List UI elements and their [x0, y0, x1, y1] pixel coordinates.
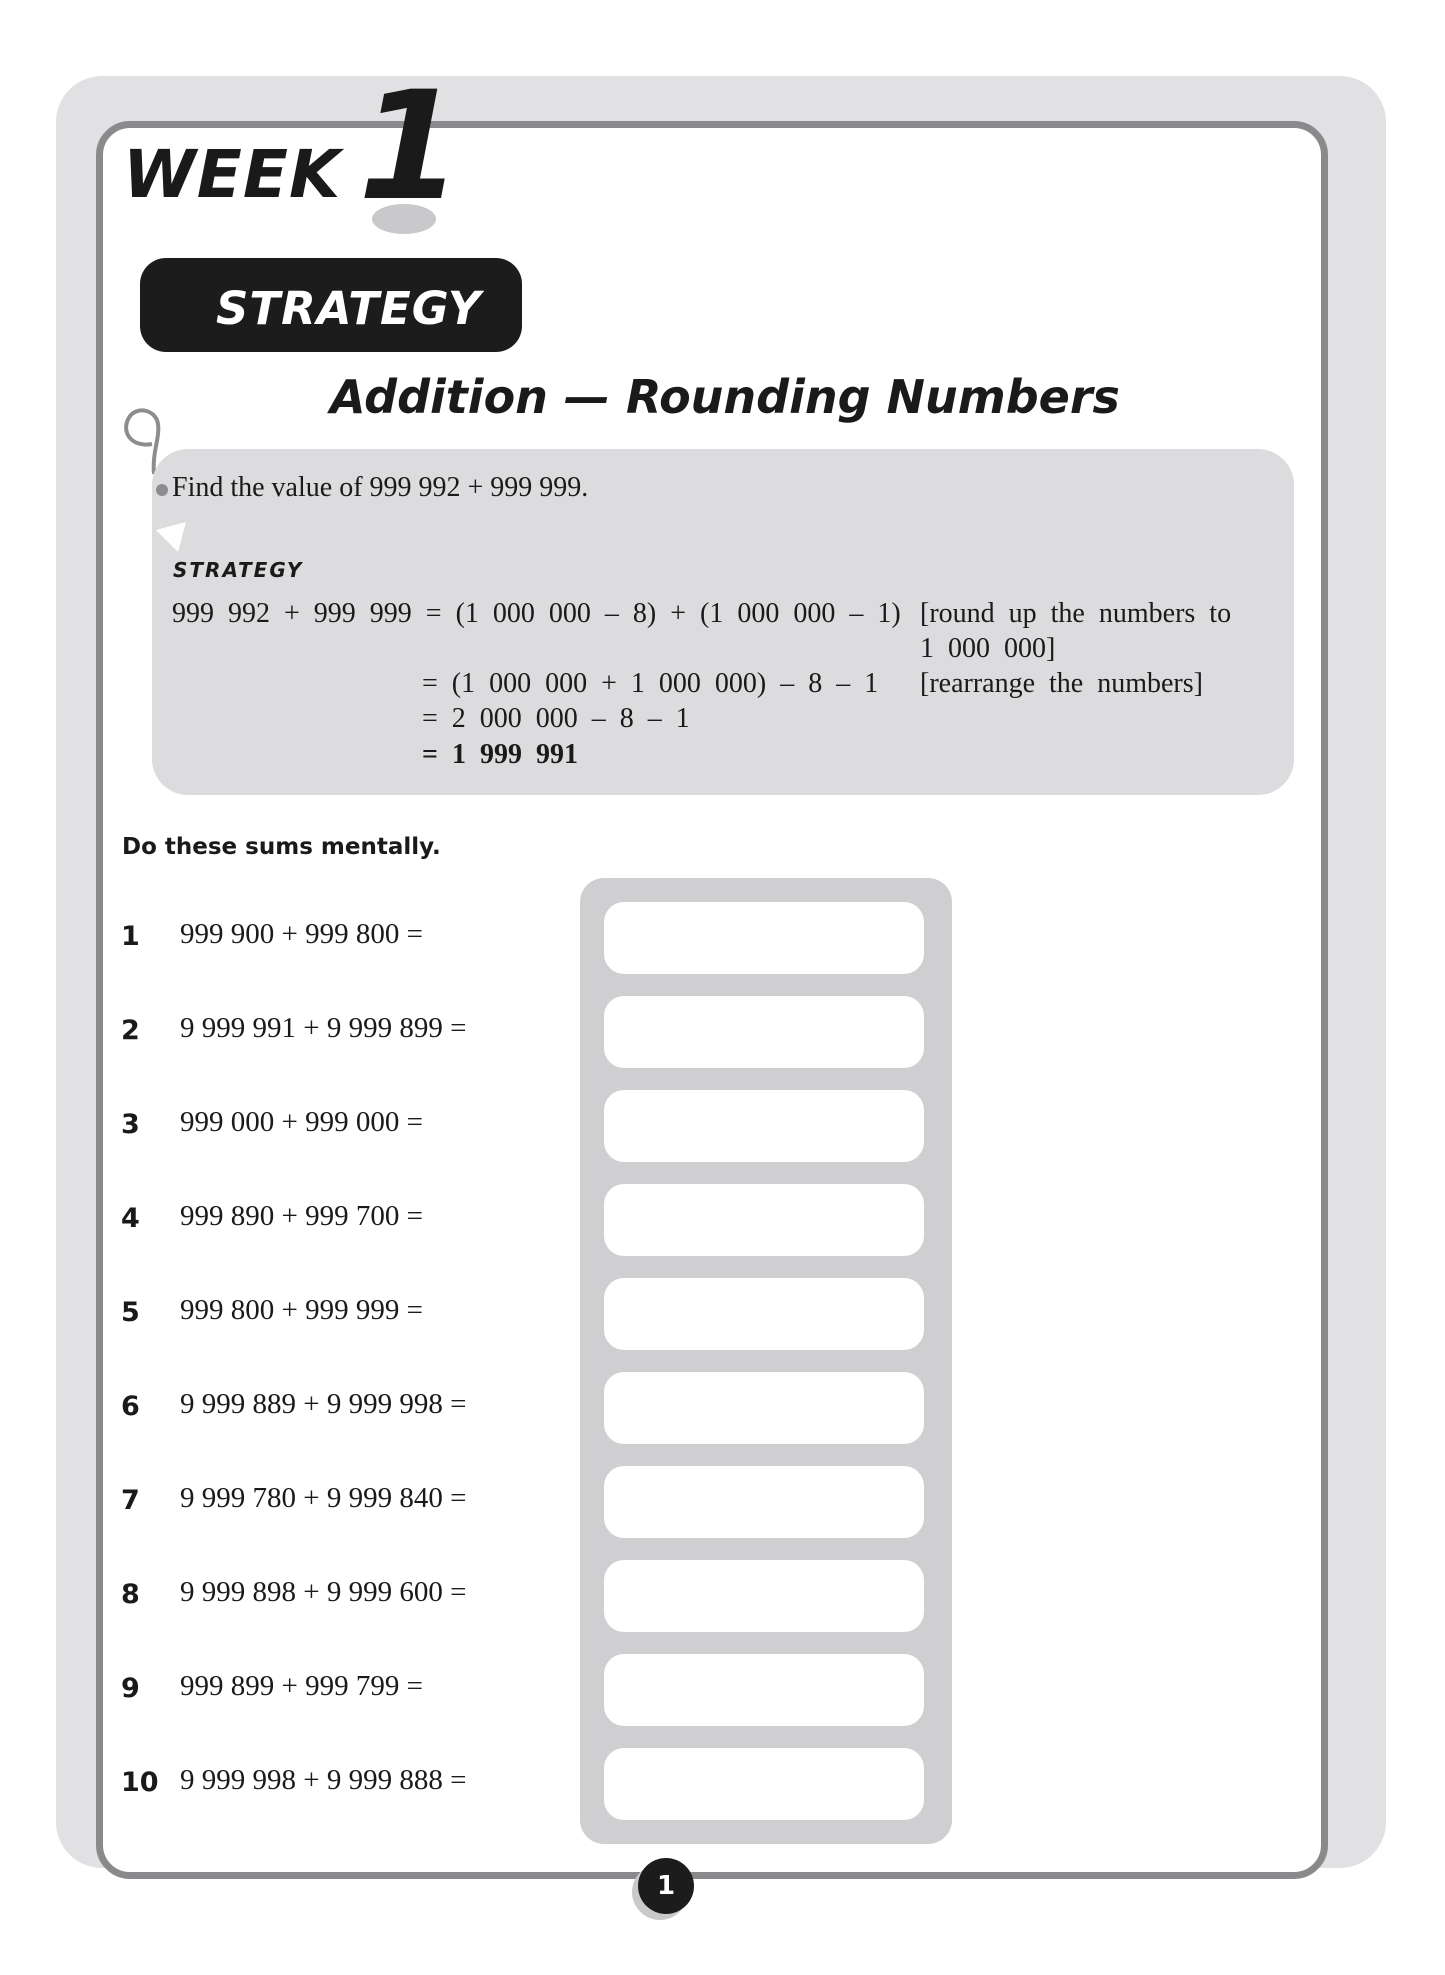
- bullet-icon: [156, 484, 168, 496]
- question-number: 7: [121, 1485, 140, 1516]
- question-number: 3: [121, 1109, 140, 1140]
- question-number: 1: [121, 921, 140, 952]
- question-expression: 9 999 898 + 9 999 600 =: [180, 1576, 467, 1608]
- working-result: = 1 999 991: [422, 739, 578, 770]
- strategy-banner-label: STRATEGY: [216, 282, 482, 335]
- question-expression: 9 999 991 + 9 999 899 =: [180, 1012, 467, 1044]
- example-question: Find the value of 999 992 + 999 999.: [172, 472, 589, 503]
- working-note-3: [rearrange the numbers]: [920, 668, 1203, 699]
- working-note-1: [round up the numbers to: [920, 598, 1232, 629]
- answer-box-3[interactable]: [604, 1090, 924, 1162]
- question-number: 8: [121, 1579, 140, 1610]
- question-expression: 999 890 + 999 700 =: [180, 1200, 423, 1232]
- question-expression: 9 999 889 + 9 999 998 =: [180, 1388, 467, 1420]
- question-expression: 999 899 + 999 799 =: [180, 1670, 423, 1702]
- answer-box-4[interactable]: [604, 1184, 924, 1256]
- answer-box-1[interactable]: [604, 902, 924, 974]
- question-expression: 9 999 780 + 9 999 840 =: [180, 1482, 467, 1514]
- question-expression: 999 900 + 999 800 =: [180, 918, 423, 950]
- question-number: 6: [121, 1391, 140, 1422]
- strategy-subheading: STRATEGY: [173, 558, 304, 582]
- question-expression: 999 000 + 999 000 =: [180, 1106, 423, 1138]
- answer-box-2[interactable]: [604, 996, 924, 1068]
- question-number: 9: [121, 1673, 140, 1704]
- pointer-triangle-icon: [156, 522, 186, 552]
- working-line-2: = (1 000 000 + 1 000 000) – 8 – 1: [422, 668, 879, 699]
- week-label: WEEK: [123, 136, 342, 213]
- question-expression: 999 800 + 999 999 =: [180, 1294, 423, 1326]
- working-line-3: = 2 000 000 – 8 – 1: [422, 703, 690, 734]
- question-expression: 9 999 998 + 9 999 888 =: [180, 1764, 467, 1796]
- answer-box-7[interactable]: [604, 1466, 924, 1538]
- page-number: 1: [638, 1858, 694, 1914]
- question-number: 2: [121, 1015, 140, 1046]
- answer-box-6[interactable]: [604, 1372, 924, 1444]
- answer-box-9[interactable]: [604, 1654, 924, 1726]
- page-title: Addition — Rounding Numbers: [330, 370, 1120, 424]
- answer-box-8[interactable]: [604, 1560, 924, 1632]
- question-number: 10: [121, 1767, 159, 1798]
- week-number: 1: [358, 60, 463, 234]
- instructions: Do these sums mentally.: [122, 834, 441, 860]
- working-line-1: 999 992 + 999 999 = (1 000 000 – 8) + (1 000 000 – 1): [172, 598, 901, 629]
- question-number: 4: [121, 1203, 140, 1234]
- question-number: 5: [121, 1297, 140, 1328]
- answer-box-10[interactable]: [604, 1748, 924, 1820]
- working-note-2: 1 000 000]: [920, 633, 1056, 664]
- answer-box-5[interactable]: [604, 1278, 924, 1350]
